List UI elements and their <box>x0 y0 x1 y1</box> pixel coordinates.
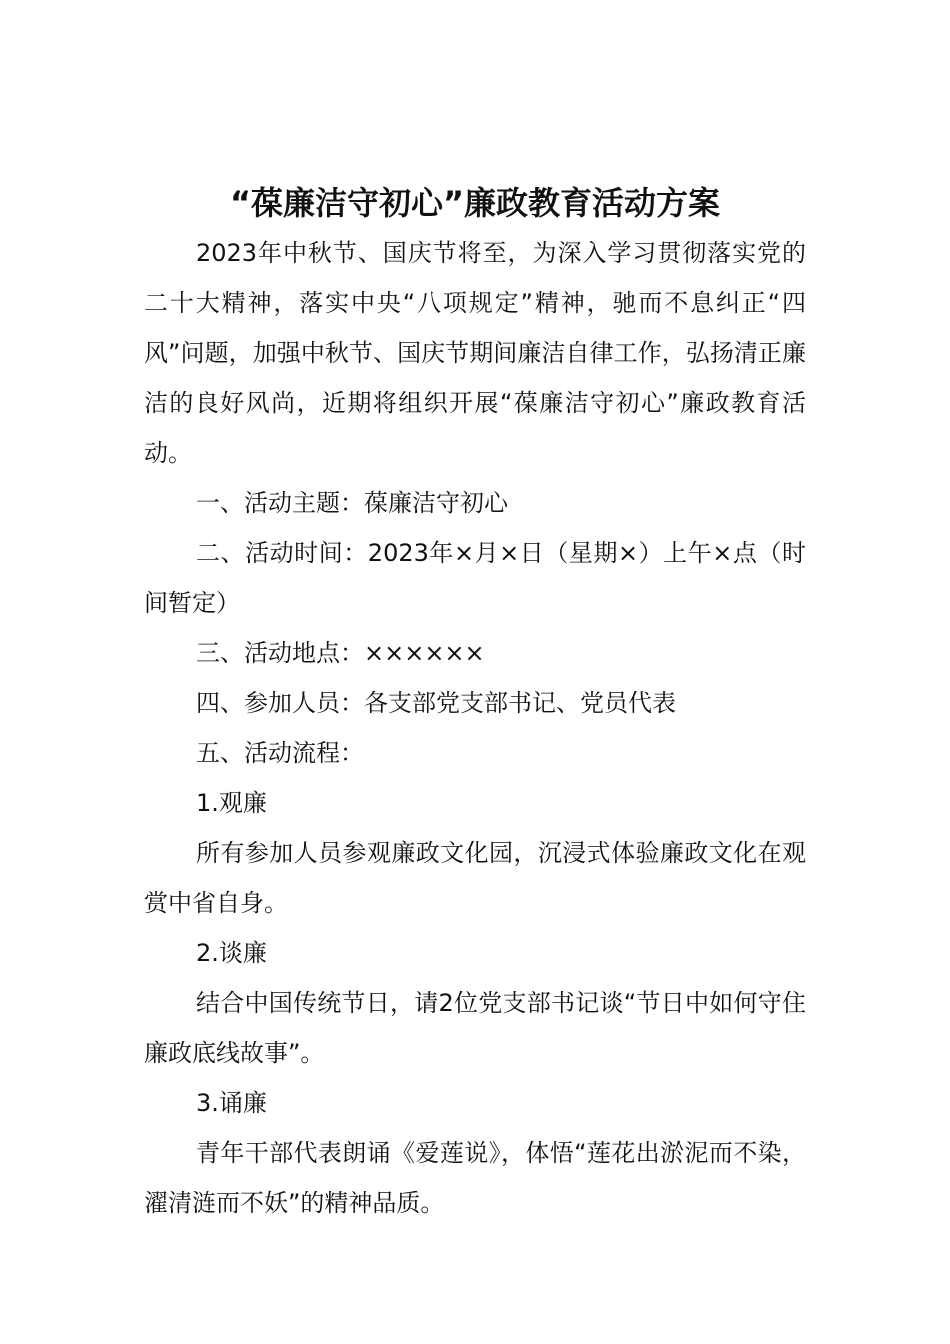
section-process: 五、活动流程： <box>196 739 364 767</box>
section-participants: 四、参加人员：各支部党支部书记、党员代表 <box>196 689 676 717</box>
section-theme: 一、活动主题：葆廉洁守初心 <box>196 489 508 517</box>
document-title: “葆廉洁守初心”廉政教育活动方案 <box>229 184 721 222</box>
step-1-body: 所有参加人员参观廉政文化园，沉浸式体验廉政文化在观赏中省自身。 <box>144 839 806 917</box>
step-2-heading: 2.谈廉 <box>196 939 267 967</box>
step-1-heading: 1.观廉 <box>196 789 267 817</box>
step-3-body: 青年干部代表朗诵《爱莲说》，体悟“莲花出淤泥而不染，濯清涟而不妖”的精神品质。 <box>144 1139 806 1217</box>
document-page <box>144 178 806 1228</box>
section-time: 二、活动时间：2023年×月×日（星期×）上午×点（时间暂定） <box>144 539 806 617</box>
step-2-body: 结合中国传统节日，请2位党支部书记谈“节日中如何守住廉政底线故事”。 <box>144 989 806 1067</box>
step-3-heading: 3.诵廉 <box>196 1089 267 1117</box>
intro-paragraph: 2023年中秋节、国庆节将至，为深入学习贯彻落实党的二十大精神，落实中央“八项规定”精神，驰而不息纠正“四风”问题，加强中秋节、国庆节期间廉洁自律工作，弘扬清正廉洁的良好风尚，近期将组织开展“葆廉洁守初心”廉政教育活动。 <box>144 239 806 467</box>
section-location: 三、活动地点：×××××× <box>196 639 485 667</box>
